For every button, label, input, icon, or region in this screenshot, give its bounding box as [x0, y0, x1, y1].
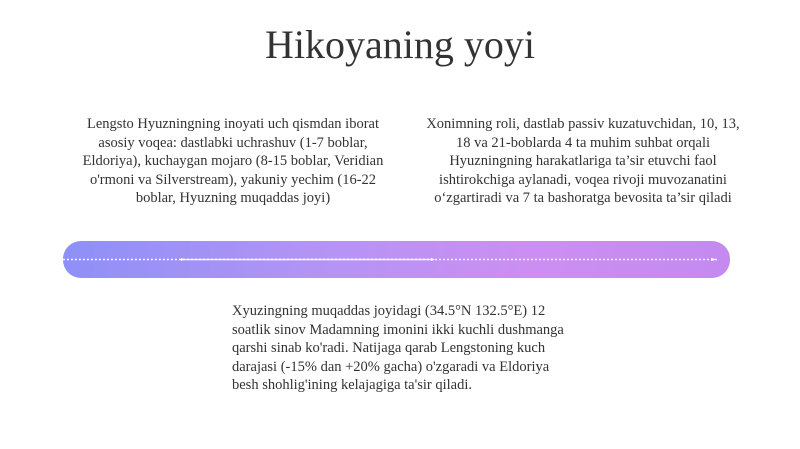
- timeline-marker-2: [431, 258, 435, 261]
- timeline-arrow-line: [63, 258, 718, 261]
- sanctuary-trial-text: Xyuzingning muqaddas joyidagi (34.5°N 132.5°E) 12 soatlik sinov Madamning imonini ikki kuchli dushmanga qarshi sinab ko'radi. Natijaga qarab Lengstoning kuch darajasi (-15% dan +20% gacha) o'zgaradi va Eldoriya besh shohlig'ining kelajagiga ta'sir qiladi.: [232, 303, 564, 393]
- lady-role-text: Xonimning roli, dastlab passiv kuzatuvchidan, 10, 13, 18 va 21-boblarda 4 ta muhim suhbat orqali Hyuzningning harakatlariga ta’sir etuvchi faol ishtirokchiga aylanadi, voqea rivoji muvozanatini o‘zgartiradi va 7 ta bashoratga bevosita ta’sir qiladi: [426, 116, 740, 206]
- timeline-marker-1: [181, 258, 185, 261]
- timeline-end-arrow: [711, 258, 717, 261]
- story-structure-text: Lengsto Hyuzningning inoyati uch qismdan iborat asosiy voqea: dastlabki uchrashuv (1-7 boblar, Eldoriya), kuchaygan mojaro (8-15 boblar, Veridian o'rmoni va Silverstream), yakuniy yechim (16-22 boblar, Hyuzning muqaddas joyi): [82, 116, 384, 206]
- slide-title: Hikoyaning yoyi: [265, 22, 535, 67]
